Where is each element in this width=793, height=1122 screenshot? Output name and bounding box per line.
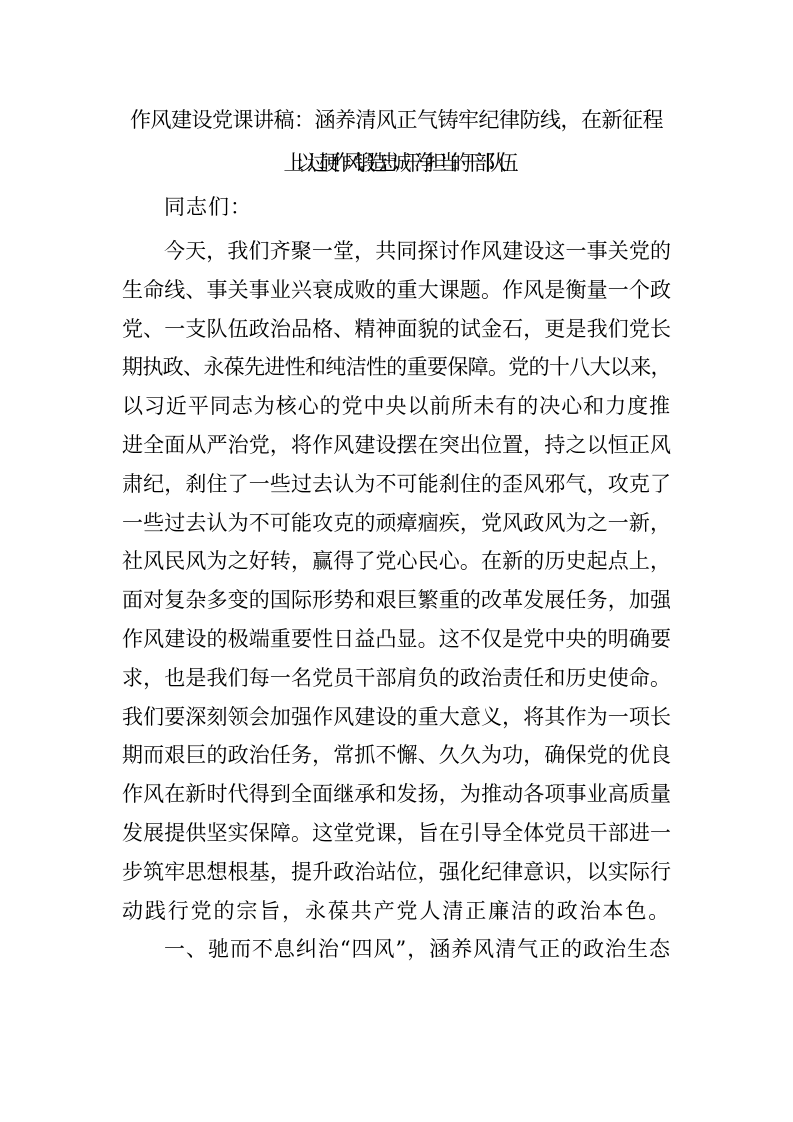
paragraph-line: 党、一支队伍政治品格、精神面貌的试金石，更是我们党长 (122, 316, 672, 341)
paragraph-line: 作风在新时代得到全面继承和发扬，为推动各项事业高质量 (122, 782, 672, 807)
paragraph-line: 步筑牢思想根基，提升政治站位，强化纪律意识，以实际行 (122, 859, 672, 884)
paragraph-line: 发展提供坚实保障。这堂党课，旨在引导全体党员干部进一 (122, 821, 672, 845)
document-title-line-1: 作风建设党课讲稿：涵养清风正气铸牢纪律防线，在新征程 (130, 108, 663, 132)
paragraph-line: 生命线、事关事业兴衰成败的重大课题。作风是衡量一个政 (122, 277, 672, 302)
paragraph-line: 面对复杂多变的国际形势和艰巨繁重的改革发展任务，加强 (122, 588, 672, 613)
paragraph-line: 我们要深刻领会加强作风建设的重大意义，将其作为一项长 (122, 704, 672, 729)
document-title-line-2: 上以过硬作风锻造忠诚干净担当的干部队伍 (283, 151, 510, 175)
paragraph-line: 以习近平同志为核心的党中央以前所未有的决心和力度推 (122, 394, 671, 419)
paragraph-line: 作风建设的极端重要性日益凸显。这不仅是党中央的明确要 (122, 627, 672, 651)
paragraph-line: 今天，我们齐聚一堂，共同探讨作风建设这一事关党的 (164, 239, 672, 263)
paragraph-line: 期而艰巨的政治任务，常抓不懈、久久为功，确保党的优良 (122, 743, 672, 768)
paragraph-line: 动践行党的宗旨，永葆共产党人清正廉洁的政治本色。 (122, 898, 672, 923)
paragraph-line: 期执政、永葆先进性和纯洁性的重要保障。党的十八大以来， (122, 355, 671, 380)
paragraph-line: 一些过去认为不可能攻克的顽瘴痼疾，党风政风为之一新， (122, 510, 672, 535)
section-heading: 一、驰而不息纠治“四风”，涵养风清气正的政治生态 (164, 937, 671, 962)
paragraph-line: 社风民风为之好转，赢得了党心民心。在新的历史起点上， (122, 549, 672, 574)
paragraph-line: 进全面从严治党，将作风建设摆在突出位置，持之以恒正风 (122, 433, 672, 457)
paragraph-line: 肃纪，刹住了一些过去认为不可能刹住的歪风邪气，攻克了 (122, 471, 672, 496)
greeting: 同志们： (164, 195, 252, 219)
paragraph-line: 求，也是我们每一名党员干部肩负的政治责任和历史使命。 (122, 665, 672, 690)
